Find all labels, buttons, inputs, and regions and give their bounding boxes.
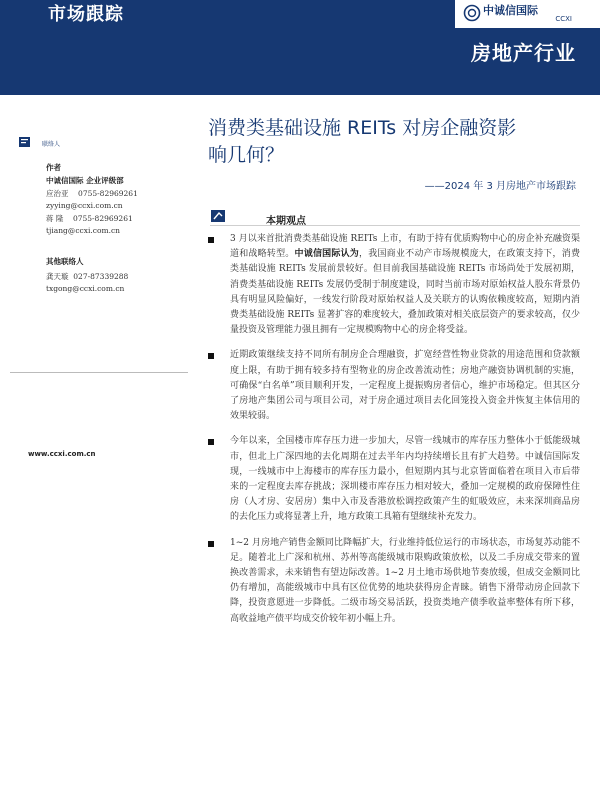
viewpoint-item-text: 今年以来，全国楼市库存压力进一步加大，尽管一线城市的库存压力整体小于低能级城市，但北上广深四地的去化周期在过去半年内均持续增长且有扩大趋势。中诚信国际发现，一线城市中上海楼市的库存压力最小，但短期内其与北京皆面临着在项目入市后带来的一定程度去库存挑战；深圳楼市库存压力相对较大，叠加一定规模的政府保障性住房（人才房、安居房）集中入市及香港放松调控政策产生的虹吸效应，未来深圳商品房的去化压力或将显著上升，地方政策工具箱有望继续补充发力。: [230, 436, 580, 523]
website-link[interactable]: www.ccxi.com.cn: [28, 450, 96, 458]
viewpoint-item-text: 1~2 月房地产销售金额同比降幅扩大，行业维持低位运行的市场状态，市场复苏动能不足。随着北上广深和杭州、苏州等高能级城市限购政策放松，以及二手房成交带来的置换改善需求，未来销售有望边际改善。1~2 月土地市场供地节奏放缓，但成交金额同比仍有增加，高能级城市中具有区位优势的地块获得房企青睐。销售下滑带动房企回款下降，投资意愿进一步降低。二级市场交易活跃，投资类地产债季收益率整体有所下移，高收益地产债平均成交价较年初小幅上升。: [230, 537, 580, 624]
ccxi-logo-icon: [463, 4, 481, 22]
viewpoint-icon: [210, 207, 228, 225]
other-contact-1-line: [46, 271, 128, 282]
author-2-line: [46, 213, 133, 224]
viewpoint-item: [208, 536, 580, 627]
viewpoint-item-text: 3 月以来首批消费类基础设施 REITs 上市，有助于持有优质购物中心的房企补充融资渠道和战略转型。: [230, 234, 580, 260]
title-line-1: 消费类基础设施 REITs 对房企融资影: [208, 117, 517, 139]
report-type-label: 市场跟踪: [48, 4, 124, 25]
document-title: [208, 115, 578, 169]
author-1-phone: 0755-82969261: [78, 189, 138, 198]
report-header: [0, 0, 600, 95]
author-1-name: 应治亚: [46, 189, 69, 198]
title-line-2: 响几何？: [208, 144, 285, 166]
author-2-name: 蒋 隆: [46, 214, 64, 223]
viewpoint-item: [208, 232, 580, 338]
contact-section-label: 联络人: [42, 141, 61, 148]
other-contact-1-phone: 027-87339288: [73, 272, 129, 281]
author-label: 作者: [46, 163, 61, 172]
sidebar-divider: [10, 372, 188, 373]
company-logo: [455, 0, 600, 28]
author-1-line: [46, 188, 138, 199]
viewpoint-item-text-cont: ，我国商业不动产市场规模庞大，在政策支持下，消费类基础设施 REITs 发展前景较好。但目前我国基础设施 REITs 市场尚处于发展初期，消费类基础设施 REITs 发展仍受制于制度建设，同时当前市场对原始权益人股东背景仍具有明显风险偏好，一线发行阶段对原始权益人及关联方的认购依赖度较高，短期内消费类基础设施 REITs 显著扩容的难度较大，叠加政策对相关底层资产的要求较高，仅少量投资及管理能力强且拥有一定规模购物中心的房企将受益。: [230, 249, 580, 336]
logo-name: 中诚信国际: [483, 4, 538, 17]
viewpoint-list: [208, 232, 580, 637]
viewpoint-item-text: 近期政策继续支持不同所有制房企合理融资，扩宽经营性物业贷款的用途范围和贷款额度上限，有助于拥有较多持有型物业的房企改善流动性；房地产融资协调机制的实施，可确保“白名单”项目顺利开发，一定程度上提振购房者信心，维护市场稳定。但其区分了房地产集团公司与项目公司，对于房企通过项目去化回笼投入资金并恢复主体信用的效果较弱。: [230, 350, 580, 422]
industry-label: 房地产行业: [471, 41, 576, 65]
author-1-email[interactable]: zyying@ccxi.com.cn: [46, 201, 123, 210]
viewpoint-item-emphasis: 中诚信国际认为: [294, 249, 360, 260]
author-dept: 中诚信国际 企业评级部: [46, 176, 124, 185]
author-2-email[interactable]: tjiang@ccxi.com.cn: [46, 226, 120, 235]
document-subtitle: ——2024 年 3 月房地产市场跟踪: [424, 181, 576, 192]
author-2-phone: 0755-82969261: [72, 214, 133, 223]
logo-abbr: CCXI: [555, 15, 572, 23]
contact-book-icon: [18, 135, 32, 149]
other-contact-1-email[interactable]: txgong@ccxi.com.cn: [46, 284, 125, 293]
viewpoint-item: [208, 348, 580, 424]
viewpoint-item: [208, 434, 580, 525]
other-contact-label: 其他联络人: [46, 257, 84, 266]
viewpoint-divider: [210, 225, 580, 226]
other-contact-1-name: 龚天璇: [46, 272, 69, 281]
viewpoint-title: 本期观点: [266, 216, 306, 227]
